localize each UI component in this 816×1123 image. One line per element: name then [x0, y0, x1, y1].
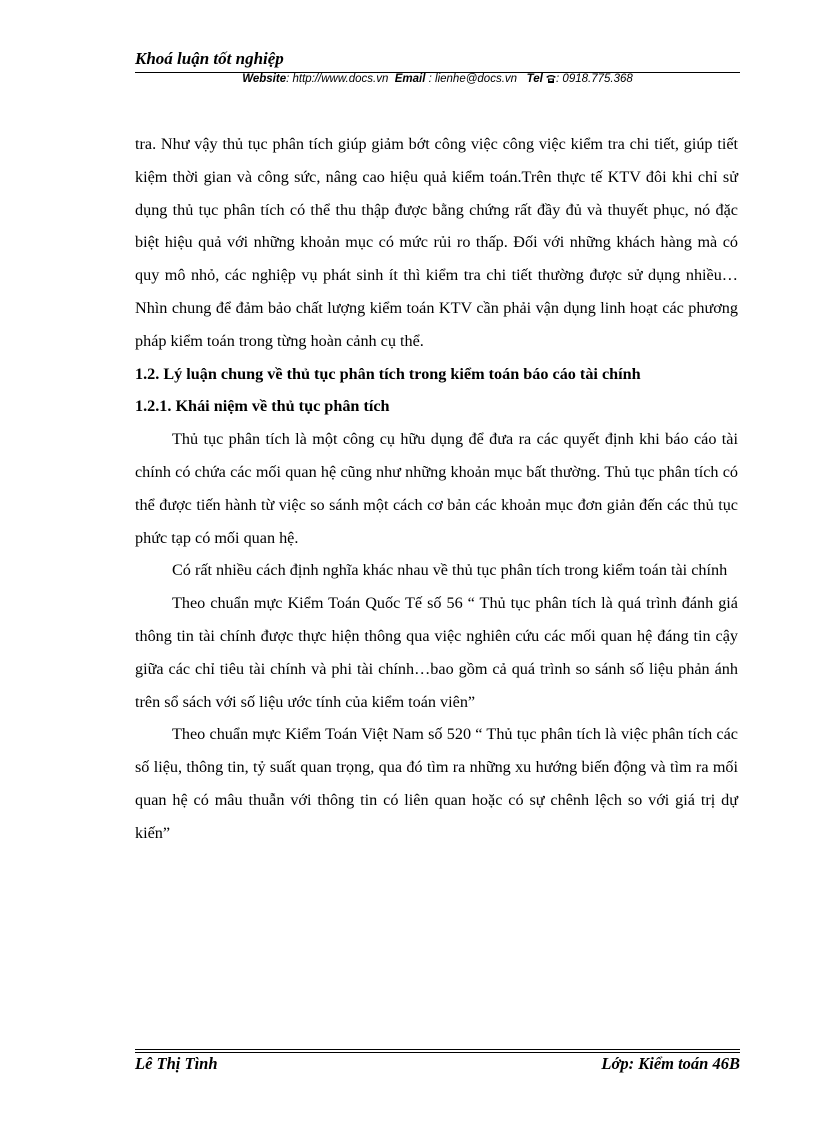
- telephone-icon: [546, 74, 556, 83]
- footer-author: Lê Thị Tình: [135, 1054, 218, 1073]
- footer-rule-top: [135, 1049, 740, 1050]
- footer-class: Lớp: Kiểm toán 46B: [601, 1054, 740, 1073]
- paragraph-2: Thủ tục phân tích là một công cụ hữu dụng để đưa ra các quyết định khi báo cáo tài chính có chứa các mối quan hệ cũng như những khoản mục bất thường. Thủ tục phân tích có thể được tiến hành từ việc so sánh một cách cơ bản các khoản mục đơn giản đến các thủ tục phức tạp có mối quan hệ.: [135, 430, 738, 547]
- header-contact: [135, 73, 740, 85]
- tel-value: : 0918.775.368: [556, 73, 633, 85]
- header-title: Khoá luận tốt nghiệp: [135, 49, 284, 68]
- subsection-heading: 1.2.1. Khái niệm về thủ tục phân tích: [135, 397, 390, 416]
- paragraph-1: tra. Như vậy thủ tục phân tích giúp giảm bớt công việc công việc kiểm tra chi tiết, giúp tiết kiệm thời gian và công sức, nâng cao hiệu quả kiểm toán.Trên thực tế KTV đôi khi chỉ sử dụng thủ tục phân tích có thể thu thập được bằng chứng rất đầy đủ và thuyết phục, nó đặc biệt hiệu quả với những khoản mục có mức rủi ro thấp. Đối với những khách hàng mà có quy mô nhỏ, các nghiệp vụ phát sinh ít thì kiểm tra chi tiết thường được sử dụng nhiều…Nhìn chung để đảm bảo chất lượng kiểm toán KTV cần phải vận dụng linh hoạt các phương pháp kiểm toán trong từng hoàn cảnh cụ thể.: [135, 135, 738, 350]
- website-label: Website: [242, 73, 287, 85]
- document-body: [135, 128, 738, 850]
- email-value: : lienhe@docs.vn: [428, 73, 518, 85]
- paragraph-5: Theo chuẩn mực Kiểm Toán Việt Nam số 520 “ Thủ tục phân tích là việc phân tích các số liệu, thông tin, tỷ suất quan trọng, qua đó tìm ra những xu hướng biến động và tìm ra mối quan hệ có mâu thuẫn với thông tin có liên quan hoặc có sự chênh lệch so với giá trị dự kiến”: [135, 725, 738, 842]
- paragraph-3: Có rất nhiều cách định nghĩa khác nhau về thủ tục phân tích trong kiểm toán tài chính: [172, 561, 728, 580]
- footer-rule-bottom: [135, 1052, 740, 1053]
- tel-label: Tel: [526, 73, 543, 85]
- website-value: : http://www.docs.vn: [286, 73, 389, 85]
- section-heading: 1.2. Lý luận chung về thủ tục phân tích trong kiểm toán báo cáo tài chính: [135, 364, 641, 383]
- paragraph-4: Theo chuẩn mực Kiểm Toán Quốc Tế số 56 “ Thủ tục phân tích là quá trình đánh giá thông tin tài chính được thực hiện thông qua việc nghiên cứu các mối quan hệ đáng tin cậy giữa các chỉ tiêu tài chính và phi tài chính…bao gồm cả quá trình so sánh số liệu phản ánh trên sổ sách với số liệu ước tính của kiểm toán viên”: [135, 594, 738, 711]
- email-label: Email: [394, 73, 426, 85]
